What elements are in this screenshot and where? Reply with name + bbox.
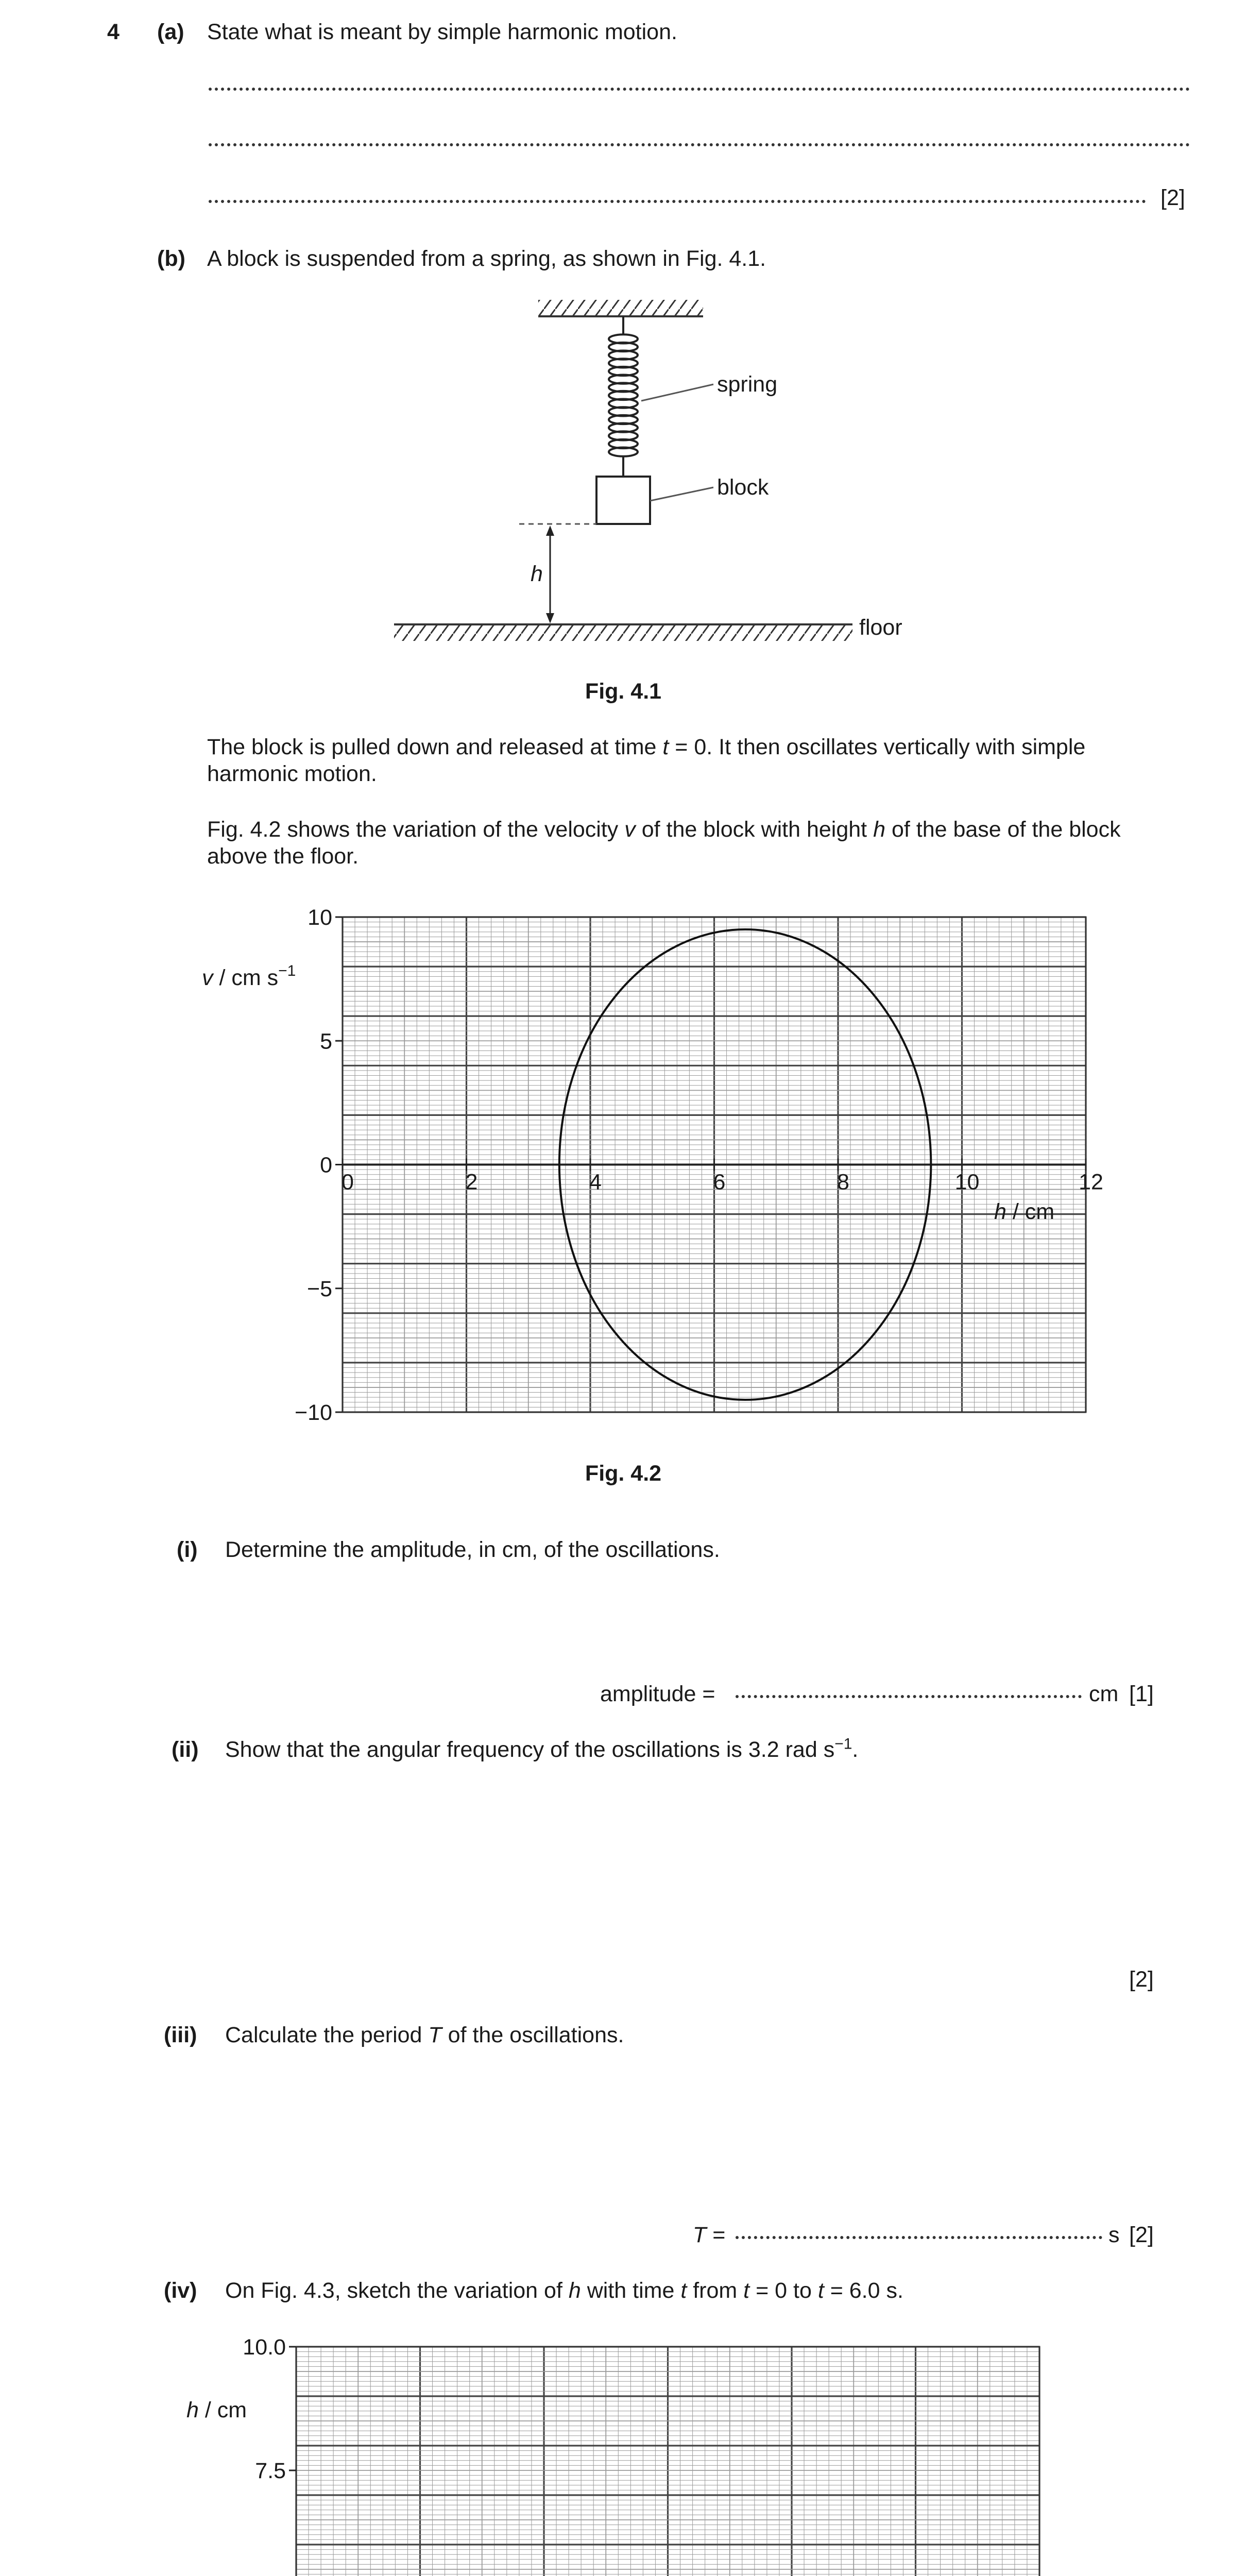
period-unit: s <box>1108 2223 1120 2247</box>
sub-iii-prompt: Calculate the period T of the oscillations. <box>225 2023 624 2047</box>
x-tick-label: 6 <box>713 1170 726 1195</box>
para-1-line-1: The block is pulled down and released at time t = 0. It then oscillates vertically with simple <box>207 735 1086 759</box>
x-tick-label: 0 <box>342 1170 354 1195</box>
part-a-marks: [2] <box>1160 185 1185 210</box>
question-number: 4 <box>107 20 120 44</box>
x-tick-label: 12 <box>1079 1170 1103 1195</box>
part-b-label: (b) <box>157 246 185 271</box>
fig-4-1-caption: Fig. 4.1 <box>585 679 662 704</box>
sub-iv-prompt: On Fig. 4.3, sketch the variation of h with time t from t = 0 to t = 6.0 s. <box>225 2278 903 2303</box>
x-tick-label: 10 <box>954 1170 980 1195</box>
sub-i-prompt: Determine the amplitude, in cm, of the oscillations. <box>225 1537 720 1562</box>
y-tick-label: 10.0 <box>243 2335 286 2360</box>
floor-label: floor <box>859 615 902 640</box>
h-label: h <box>531 562 543 586</box>
x-tick-label: 2 <box>465 1170 478 1195</box>
y-tick-label: −5 <box>306 1276 332 1301</box>
y-tick-label: 0 <box>320 1153 332 1178</box>
para-2-line-1: Fig. 4.2 shows the variation of the velocity v of the block with height h of the base of the block <box>207 817 1121 842</box>
sub-ii-label: (ii) <box>172 1737 199 1762</box>
sub-iii-marks: [2] <box>1129 2223 1154 2247</box>
x-tick-label: 4 <box>589 1170 602 1195</box>
fig-4-2-caption: Fig. 4.2 <box>585 1461 662 1486</box>
amplitude-label: amplitude = <box>600 1682 715 1706</box>
y-tick-label: −10 <box>295 1400 332 1425</box>
sub-i-marks: [1] <box>1129 1682 1154 1706</box>
y-tick-label: 5 <box>320 1029 332 1054</box>
sub-i-label: (i) <box>177 1537 198 1562</box>
x-tick-label: 8 <box>837 1170 849 1195</box>
y-tick-label: 10 <box>308 905 332 930</box>
sub-iv-label: (iv) <box>164 2278 197 2303</box>
para-1-line-2: harmonic motion. <box>207 761 377 786</box>
spring-label: spring <box>717 372 778 397</box>
sub-ii-prompt: Show that the angular frequency of the oscillations is 3.2 rad $s^{-1}$. <box>225 1735 859 1762</box>
y-axis-label: h / cm <box>186 2398 247 2422</box>
y-axis-label: v / cm $s^{-1}$ <box>202 962 296 990</box>
x-axis-label: h / cm <box>994 1199 1055 1224</box>
part-a-label: (a) <box>157 20 184 44</box>
y-tick-label: 7.5 <box>255 2459 286 2483</box>
block-label: block <box>717 475 769 500</box>
amplitude-unit: cm <box>1089 1682 1119 1706</box>
sub-ii-marks: [2] <box>1129 1967 1154 1992</box>
period-label: T = <box>693 2223 726 2247</box>
para-2-line-2: above the floor. <box>207 844 359 869</box>
part-b-prompt: A block is suspended from a spring, as shown in Fig. 4.1. <box>207 246 766 271</box>
part-a-prompt: State what is meant by simple harmonic motion. <box>207 20 677 44</box>
sub-iii-label: (iii) <box>164 2023 197 2047</box>
